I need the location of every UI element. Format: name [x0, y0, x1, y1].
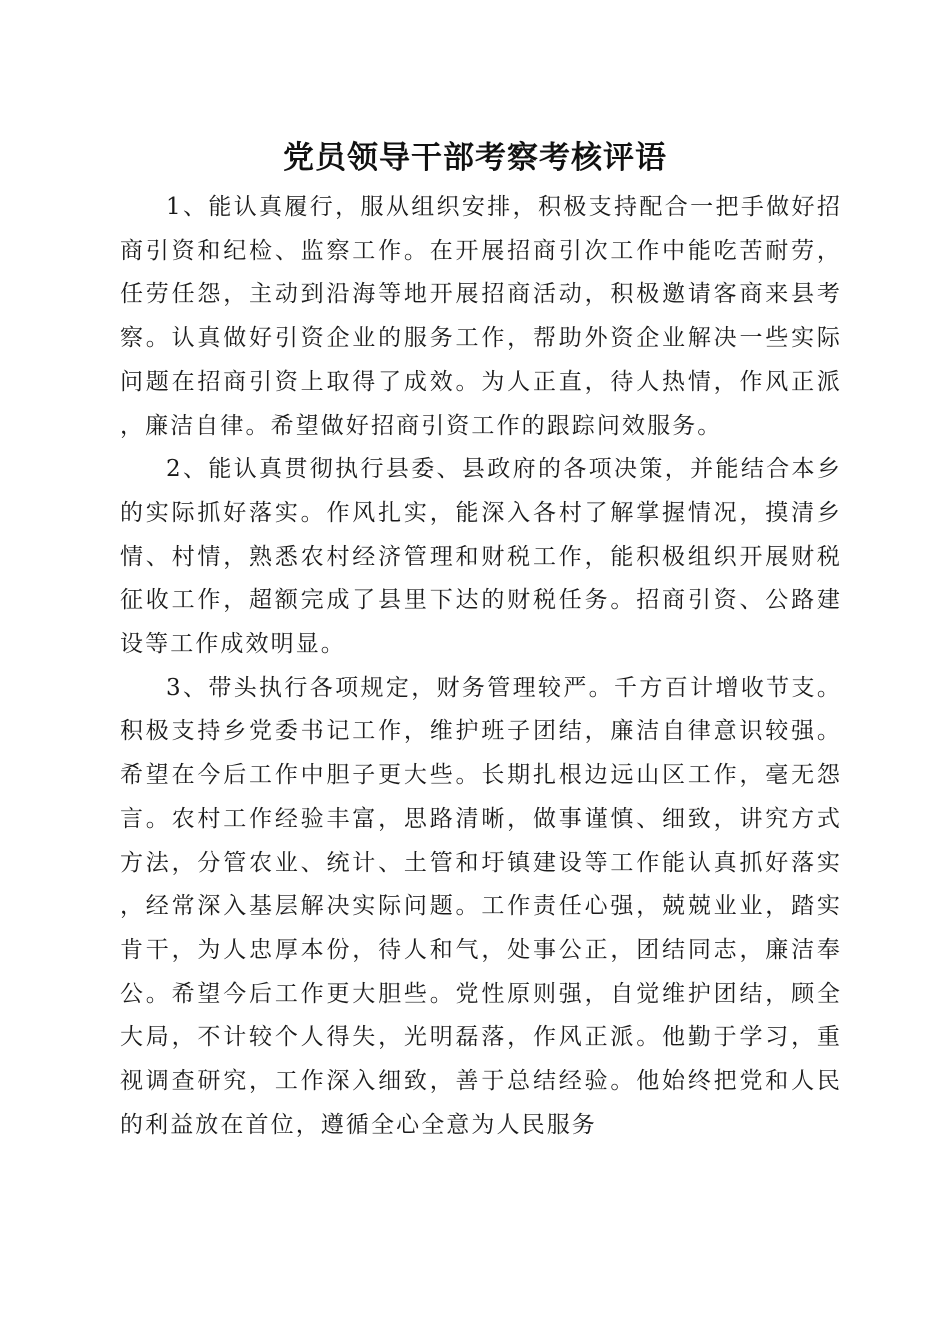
paragraph-2: 2、能认真贯彻执行县委、县政府的各项决策，并能结合本乡的实际抓好落实。作风扎实，能深入各村了解掌握情况，摸清乡情、村情，熟悉农村经济管理和财税工作，能积极组织开展财税征收工作，超额完成了县里下达的财税任务。招商引资、公路建设等工作成效明显。	[120, 456, 842, 658]
paragraph-1: 1、能认真履行，服从组织安排，积极支持配合一把手做好招商引资和纪检、监察工作。在开展招商引次工作中能吃苦耐劳，任劳任怨，主动到沿海等地开展招商活动，积极邀请客商来县考察。认真做好引资企业的服务工作，帮助外资企业解决一些实际问题在招商引资上取得了成效。为人正直，待人热情，作风正派，廉洁自律。希望做好招商引资工作的跟踪问效服务。	[120, 194, 842, 439]
document-body	[120, 186, 842, 1147]
paragraph-3: 3、带头执行各项规定，财务管理较严。千方百计增收节支。积极支持乡党委书记工作，维护班子团结，廉洁自律意识较强。希望在今后工作中胆子更大些。长期扎根边远山区工作，毫无怨言。农村工作经验丰富，思路清晰，做事谨慎、细致，讲究方式方法，分管农业、统计、土管和圩镇建设等工作能认真抓好落实，经常深入基层解决实际问题。工作责任心强，兢兢业业，踏实肯干，为人忠厚本份，待人和气，处事公正，团结同志，廉洁奉公。希望今后工作更大胆些。党性原则强，自觉维护团结，顾全大局，不计较个人得失，光明磊落，作风正派。他勤于学习，重视调查研究，工作深入细致，善于总结经验。他始终把党和人民的利益放在首位，遵循全心全意为人民服务	[120, 674, 842, 1138]
document-title: 党员领导干部考察考核评语	[283, 140, 667, 176]
